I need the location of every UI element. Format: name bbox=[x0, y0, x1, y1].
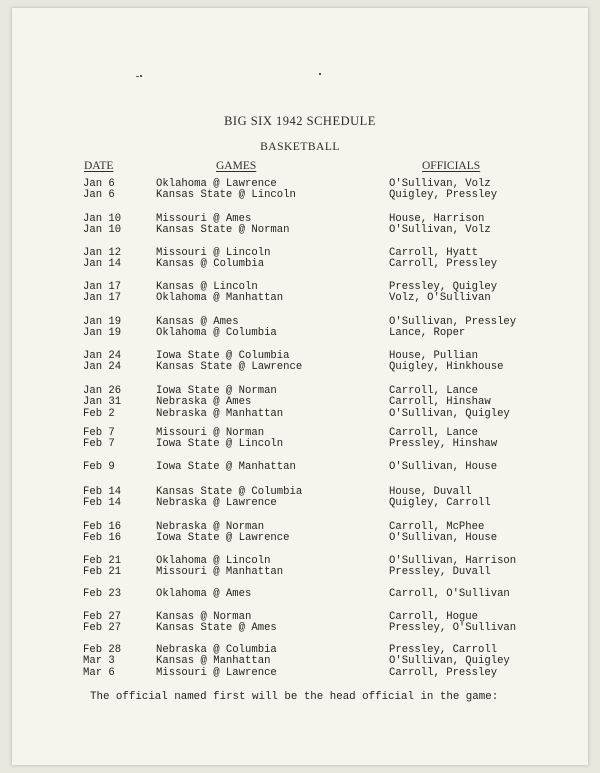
game-matchup: Kansas @ Lincoln bbox=[156, 281, 258, 293]
schedule-row bbox=[12, 532, 588, 543]
game-officials: Volz, O'Sullivan bbox=[389, 292, 491, 305]
game-matchup: Kansas @ Ames bbox=[156, 316, 239, 328]
schedule-row bbox=[12, 281, 588, 292]
game-officials: O'Sullivan, Quigley bbox=[389, 407, 510, 420]
schedule-group bbox=[12, 588, 588, 599]
paper-mark bbox=[136, 76, 139, 77]
schedule-row bbox=[12, 361, 588, 372]
game-officials: O'Sullivan, Pressley bbox=[389, 316, 517, 328]
game-officials: Carroll, Lance bbox=[389, 385, 479, 397]
schedule-group bbox=[12, 385, 588, 419]
game-date: Jan 26 bbox=[83, 385, 122, 397]
game-officials: Pressley, O'Sullivan bbox=[389, 622, 517, 635]
game-matchup: Kansas State @ Columbia bbox=[156, 486, 303, 498]
game-matchup: Nebraska @ Norman bbox=[156, 521, 265, 533]
game-date: Mar 3 bbox=[83, 655, 115, 668]
game-officials: Carroll, Hyatt bbox=[389, 247, 479, 259]
game-officials: House, Harrison bbox=[389, 213, 485, 225]
game-matchup: Oklahoma @ Lawrence bbox=[156, 178, 277, 190]
game-matchup: Iowa State @ Norman bbox=[156, 385, 277, 397]
schedule-row bbox=[12, 189, 588, 200]
schedule-row bbox=[12, 622, 588, 633]
game-officials: House, Duvall bbox=[389, 486, 472, 498]
game-date: Jan 10 bbox=[83, 224, 122, 237]
game-matchup: Missouri @ Lincoln bbox=[156, 247, 271, 259]
game-officials: House, Pullian bbox=[389, 350, 479, 362]
game-matchup: Oklahoma @ Lincoln bbox=[156, 555, 271, 567]
schedule-group bbox=[12, 281, 588, 304]
schedule-row bbox=[12, 566, 588, 577]
game-matchup: Kansas State @ Norman bbox=[156, 224, 290, 237]
schedule-row bbox=[12, 667, 588, 678]
schedule-row bbox=[12, 555, 588, 566]
date-column-header: DATE bbox=[84, 160, 114, 172]
game-officials: Carroll, Pressley bbox=[389, 666, 498, 679]
schedule-row bbox=[12, 644, 588, 655]
schedule-row bbox=[12, 316, 588, 327]
game-matchup: Kansas State @ Lincoln bbox=[156, 189, 296, 202]
game-matchup: Missouri @ Ames bbox=[156, 213, 252, 225]
game-matchup: Kansas State @ Lawrence bbox=[156, 361, 303, 374]
game-matchup: Nebraska @ Manhattan bbox=[156, 407, 284, 420]
game-date: Jan 19 bbox=[83, 327, 122, 340]
page-title: BIG SIX 1942 SCHEDULE bbox=[224, 114, 376, 128]
game-matchup: Iowa State @ Manhattan bbox=[156, 461, 296, 473]
game-matchup: Oklahoma @ Columbia bbox=[156, 327, 277, 340]
game-matchup: Iowa State @ Lawrence bbox=[156, 532, 290, 545]
schedule-row bbox=[12, 178, 588, 189]
game-date: Feb 16 bbox=[83, 532, 122, 545]
game-date: Feb 16 bbox=[83, 521, 122, 533]
schedule-group bbox=[12, 213, 588, 236]
game-officials: Carroll, O'Sullivan bbox=[389, 588, 510, 600]
schedule-row bbox=[12, 224, 588, 235]
game-officials: Carroll, McPhee bbox=[389, 521, 485, 533]
schedule-row bbox=[12, 247, 588, 258]
game-date: Feb 21 bbox=[83, 555, 122, 567]
schedule-group bbox=[12, 555, 588, 578]
schedule-row bbox=[12, 327, 588, 338]
schedule-group bbox=[12, 316, 588, 339]
game-date: Feb 2 bbox=[83, 407, 115, 420]
game-date: Feb 27 bbox=[83, 622, 122, 635]
game-officials: O'Sullivan, Volz bbox=[389, 178, 491, 190]
game-officials: Carroll, Lance bbox=[389, 427, 479, 439]
schedule-row bbox=[12, 611, 588, 622]
schedule-group bbox=[12, 178, 588, 201]
schedule-row bbox=[12, 486, 588, 497]
game-matchup: Missouri @ Lawrence bbox=[156, 666, 277, 679]
game-date: Feb 23 bbox=[83, 588, 122, 600]
game-officials: Quigley, Hinkhouse bbox=[389, 361, 504, 374]
game-date: Jan 14 bbox=[83, 258, 122, 271]
schedule-row bbox=[12, 497, 588, 508]
game-officials: Lance, Roper bbox=[389, 327, 466, 340]
game-date: Jan 31 bbox=[83, 396, 122, 409]
game-officials: Pressley, Quigley bbox=[389, 281, 498, 293]
game-date: Jan 24 bbox=[83, 361, 122, 374]
game-matchup: Kansas @ Norman bbox=[156, 611, 252, 623]
game-date: Jan 24 bbox=[83, 350, 122, 362]
game-date: Feb 14 bbox=[83, 486, 122, 498]
game-date: Jan 12 bbox=[83, 247, 122, 259]
game-date: Feb 27 bbox=[83, 611, 122, 623]
schedule-group bbox=[12, 644, 588, 678]
paper-mark bbox=[319, 73, 321, 75]
game-date: Jan 19 bbox=[83, 316, 122, 328]
schedule-row bbox=[12, 588, 588, 599]
page-subtitle: BASKETBALL bbox=[260, 141, 340, 153]
schedule-group bbox=[12, 611, 588, 634]
game-date: Jan 6 bbox=[83, 189, 115, 202]
game-officials: O'Sullivan, Volz bbox=[389, 224, 491, 237]
schedule-row bbox=[12, 461, 588, 472]
game-officials: O'Sullivan, House bbox=[389, 461, 498, 473]
game-matchup: Iowa State @ Columbia bbox=[156, 350, 290, 362]
schedule-page bbox=[12, 8, 588, 765]
game-date: Jan 17 bbox=[83, 281, 122, 293]
game-officials: Carroll, Hogue bbox=[389, 611, 479, 623]
schedule-group bbox=[12, 521, 588, 544]
schedule-row bbox=[12, 385, 588, 396]
game-matchup: Missouri @ Manhattan bbox=[156, 566, 284, 579]
schedule-row bbox=[12, 521, 588, 532]
game-date: Feb 14 bbox=[83, 497, 122, 510]
game-matchup: Missouri @ Norman bbox=[156, 427, 265, 439]
game-date: Jan 6 bbox=[83, 178, 115, 190]
footer-note: The official named first will be the head official in the game: bbox=[90, 691, 499, 703]
game-officials: Quigley, Pressley bbox=[389, 189, 498, 202]
game-matchup: Oklahoma @ Manhattan bbox=[156, 292, 284, 305]
schedule-group bbox=[12, 461, 588, 472]
game-date: Jan 10 bbox=[83, 213, 122, 225]
schedule-group bbox=[12, 247, 588, 270]
game-date: Feb 7 bbox=[83, 438, 115, 451]
game-matchup: Iowa State @ Lincoln bbox=[156, 438, 284, 451]
game-matchup: Oklahoma @ Ames bbox=[156, 588, 252, 600]
schedule-row bbox=[12, 427, 588, 438]
game-officials: O'Sullivan, House bbox=[389, 532, 498, 545]
officials-column-header: OFFICIALS bbox=[422, 160, 481, 172]
schedule-group bbox=[12, 350, 588, 373]
game-officials: Pressley, Hinshaw bbox=[389, 438, 498, 451]
game-officials: Pressley, Carroll bbox=[389, 644, 498, 656]
game-matchup: Nebraska @ Columbia bbox=[156, 644, 277, 656]
game-matchup: Kansas @ Columbia bbox=[156, 258, 265, 271]
schedule-group bbox=[12, 486, 588, 509]
game-date: Feb 9 bbox=[83, 461, 115, 473]
game-officials: O'Sullivan, Harrison bbox=[389, 555, 517, 567]
schedule-row bbox=[12, 292, 588, 303]
game-matchup: Nebraska @ Ames bbox=[156, 396, 252, 409]
game-officials: Carroll, Hinshaw bbox=[389, 396, 491, 409]
game-date: Mar 6 bbox=[83, 666, 115, 679]
game-officials: O'Sullivan, Quigley bbox=[389, 655, 510, 668]
schedule-row bbox=[12, 438, 588, 449]
game-date: Feb 28 bbox=[83, 644, 122, 656]
game-date: Feb 21 bbox=[83, 566, 122, 579]
game-matchup: Kansas @ Manhattan bbox=[156, 655, 271, 668]
game-date: Jan 17 bbox=[83, 292, 122, 305]
game-officials: Pressley, Duvall bbox=[389, 566, 491, 579]
game-date: Feb 7 bbox=[83, 427, 115, 439]
game-officials: Carroll, Pressley bbox=[389, 258, 498, 271]
game-officials: Quigley, Carroll bbox=[389, 497, 491, 510]
schedule-row bbox=[12, 258, 588, 269]
game-matchup: Nebraska @ Lawrence bbox=[156, 497, 277, 510]
paper-mark bbox=[140, 75, 142, 77]
game-matchup: Kansas State @ Ames bbox=[156, 622, 277, 635]
schedule-row bbox=[12, 396, 588, 407]
schedule-row bbox=[12, 350, 588, 361]
schedule-row bbox=[12, 655, 588, 666]
schedule-group bbox=[12, 427, 588, 450]
schedule-row bbox=[12, 213, 588, 224]
games-column-header: GAMES bbox=[216, 160, 257, 172]
schedule-row bbox=[12, 408, 588, 419]
